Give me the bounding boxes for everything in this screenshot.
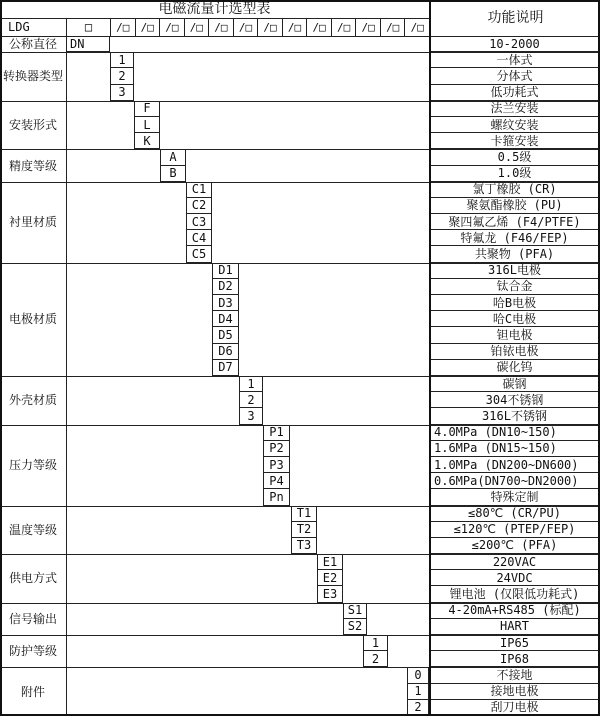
code-cell: P3 <box>263 457 290 473</box>
model-code-slot: /□ <box>135 18 160 36</box>
code-cell: D5 <box>212 327 239 343</box>
desc-cell: 1.0MPa (DN200~DN600) <box>431 457 598 473</box>
section-label: 供电方式 <box>0 554 67 603</box>
desc-cell: IP65 <box>431 635 598 651</box>
desc-cell: 4-20mA+RS485 (标配) <box>431 603 598 619</box>
desc-cell: 0.5级 <box>431 149 598 165</box>
desc-cell: 特氟龙 (F46/FEP) <box>431 230 598 246</box>
desc-cell: 24VDC <box>431 570 598 586</box>
code-cell: 2 <box>363 651 388 667</box>
model-prefix: LDG <box>0 18 67 36</box>
desc-cell: 220VAC <box>431 554 598 570</box>
model-code-slot: /□ <box>257 18 282 36</box>
table-title: 电磁流量计选型表 <box>158 1 271 17</box>
section-label: 防护等级 <box>0 635 67 667</box>
code-cell: T2 <box>291 522 317 538</box>
desc-cell: 铂铱电极 <box>431 344 598 360</box>
code-cell: Pn <box>263 489 290 505</box>
title-underline <box>0 18 429 19</box>
desc-cell: 哈B电极 <box>431 295 598 311</box>
model-code-slot: /□ <box>404 18 429 36</box>
section-label: 外壳材质 <box>0 376 67 425</box>
section-label: 附件 <box>0 667 67 716</box>
code-cell: 2 <box>407 700 429 716</box>
model-code-slot: /□ <box>110 18 135 36</box>
model-code-slot: /□ <box>233 18 258 36</box>
code-cell: D2 <box>212 279 239 295</box>
code-cell: 0 <box>407 667 429 683</box>
model-code-slot: /□ <box>331 18 356 36</box>
code-cell: D4 <box>212 311 239 327</box>
code-cell: 3 <box>239 408 263 424</box>
desc-cell: IP68 <box>431 651 598 667</box>
code-cell: P4 <box>263 473 290 489</box>
desc-cell: 聚氨酯橡胶 (PU) <box>431 198 598 214</box>
model-code-box: □ <box>84 20 93 34</box>
desc-cell: 哈C电极 <box>431 311 598 327</box>
desc-cell: 氯丁橡胶 (CR) <box>431 182 598 198</box>
code-cell: T3 <box>291 538 317 554</box>
model-code-slot: /□ <box>159 18 184 36</box>
model-code-slot: /□ <box>355 18 380 36</box>
code-cell: C4 <box>186 230 212 246</box>
section-label: 精度等级 <box>0 149 67 181</box>
desc-cell: 1.0级 <box>431 166 598 182</box>
code-cell: F <box>134 101 160 117</box>
desc-cell: 分体式 <box>431 68 598 84</box>
desc-cell: 0.6MPa(DN700~DN2000) <box>431 473 598 489</box>
desc-cell: 钛合金 <box>431 279 598 295</box>
section-label: 安装形式 <box>0 101 67 150</box>
desc-cell: 钽电极 <box>431 327 598 343</box>
section-label: 温度等级 <box>0 506 67 555</box>
code-cell: A <box>160 149 186 165</box>
desc-cell: 316L不锈钢 <box>431 408 598 424</box>
model-code-slot: /□ <box>208 18 233 36</box>
code-cell: P2 <box>263 441 290 457</box>
desc-cell: 4.0MPa (DN10~150) <box>431 425 598 441</box>
model-code-slot: /□ <box>306 18 331 36</box>
model-code-slot: /□ <box>282 18 307 36</box>
code-cell: C5 <box>186 246 212 262</box>
desc-cell: 不接地 <box>431 667 598 683</box>
code-cell: 1 <box>407 684 429 700</box>
section-label: 衬里材质 <box>0 182 67 263</box>
desc-cell: ≤120℃ (PTEP/FEP) <box>431 522 598 538</box>
desc-cell: 一体式 <box>431 52 598 68</box>
code-cell: C2 <box>186 198 212 214</box>
desc-cell: 碳化钨 <box>431 360 598 376</box>
code-cell: 1 <box>363 635 388 651</box>
desc-cell: 聚四氟乙烯 (F4/PTFE) <box>431 214 598 230</box>
code-cell: DN <box>67 36 110 52</box>
code-cell: L <box>134 117 160 133</box>
code-cell: T1 <box>291 506 317 522</box>
model-code-slot: /□ <box>184 18 209 36</box>
code-cell: E2 <box>317 570 343 586</box>
desc-cell: HART <box>431 619 598 635</box>
code-cell: K <box>134 133 160 149</box>
desc-cell: 10-2000 <box>431 36 598 52</box>
desc-cell: 低功耗式 <box>431 85 598 101</box>
section-label: 转换器类型 <box>0 52 67 101</box>
code-cell: S2 <box>343 619 367 635</box>
section-label: 电极材质 <box>0 263 67 376</box>
code-cell: 1 <box>110 52 134 68</box>
desc-cell: ≤200℃ (PFA) <box>431 538 598 554</box>
desc-cell: 316L电极 <box>431 263 598 279</box>
model-code-slot: /□ <box>380 18 405 36</box>
code-cell: 3 <box>110 85 134 101</box>
code-cell: 2 <box>110 68 134 84</box>
desc-cell: 螺纹安装 <box>431 117 598 133</box>
section-label: 信号输出 <box>0 603 67 635</box>
code-cell: D6 <box>212 344 239 360</box>
code-cell: B <box>160 166 186 182</box>
desc-cell: ≤80℃ (CR/PU) <box>431 506 598 522</box>
code-cell: C3 <box>186 214 212 230</box>
code-cell: E1 <box>317 554 343 570</box>
code-cell: D1 <box>212 263 239 279</box>
section-label: 压力等级 <box>0 425 67 506</box>
desc-cell: 刮刀电极 <box>431 700 598 716</box>
desc-cell: 接地电极 <box>431 684 598 700</box>
desc-cell: 卡箍安装 <box>431 133 598 149</box>
desc-cell: 碳钢 <box>431 376 598 392</box>
desc-cell: 1.6MPa (DN15~150) <box>431 441 598 457</box>
desc-cell: 法兰安装 <box>431 101 598 117</box>
function-column-divider <box>429 0 431 716</box>
code-cell: D3 <box>212 295 239 311</box>
desc-cell: 304不锈钢 <box>431 392 598 408</box>
desc-cell: 锂电池 (仅限低功耗式) <box>431 586 598 602</box>
section-label: 公称直径 <box>0 36 67 52</box>
code-cell: D7 <box>212 360 239 376</box>
desc-cell: 特殊定制 <box>431 489 598 505</box>
code-cell: C1 <box>186 182 212 198</box>
code-cell: E3 <box>317 586 343 602</box>
function-description-header: 功能说明 <box>487 10 544 26</box>
desc-cell: 共聚物 (PFA) <box>431 246 598 262</box>
code-cell: 2 <box>239 392 263 408</box>
code-cell: P1 <box>263 425 290 441</box>
code-cell: S1 <box>343 603 367 619</box>
code-cell: 1 <box>239 376 263 392</box>
